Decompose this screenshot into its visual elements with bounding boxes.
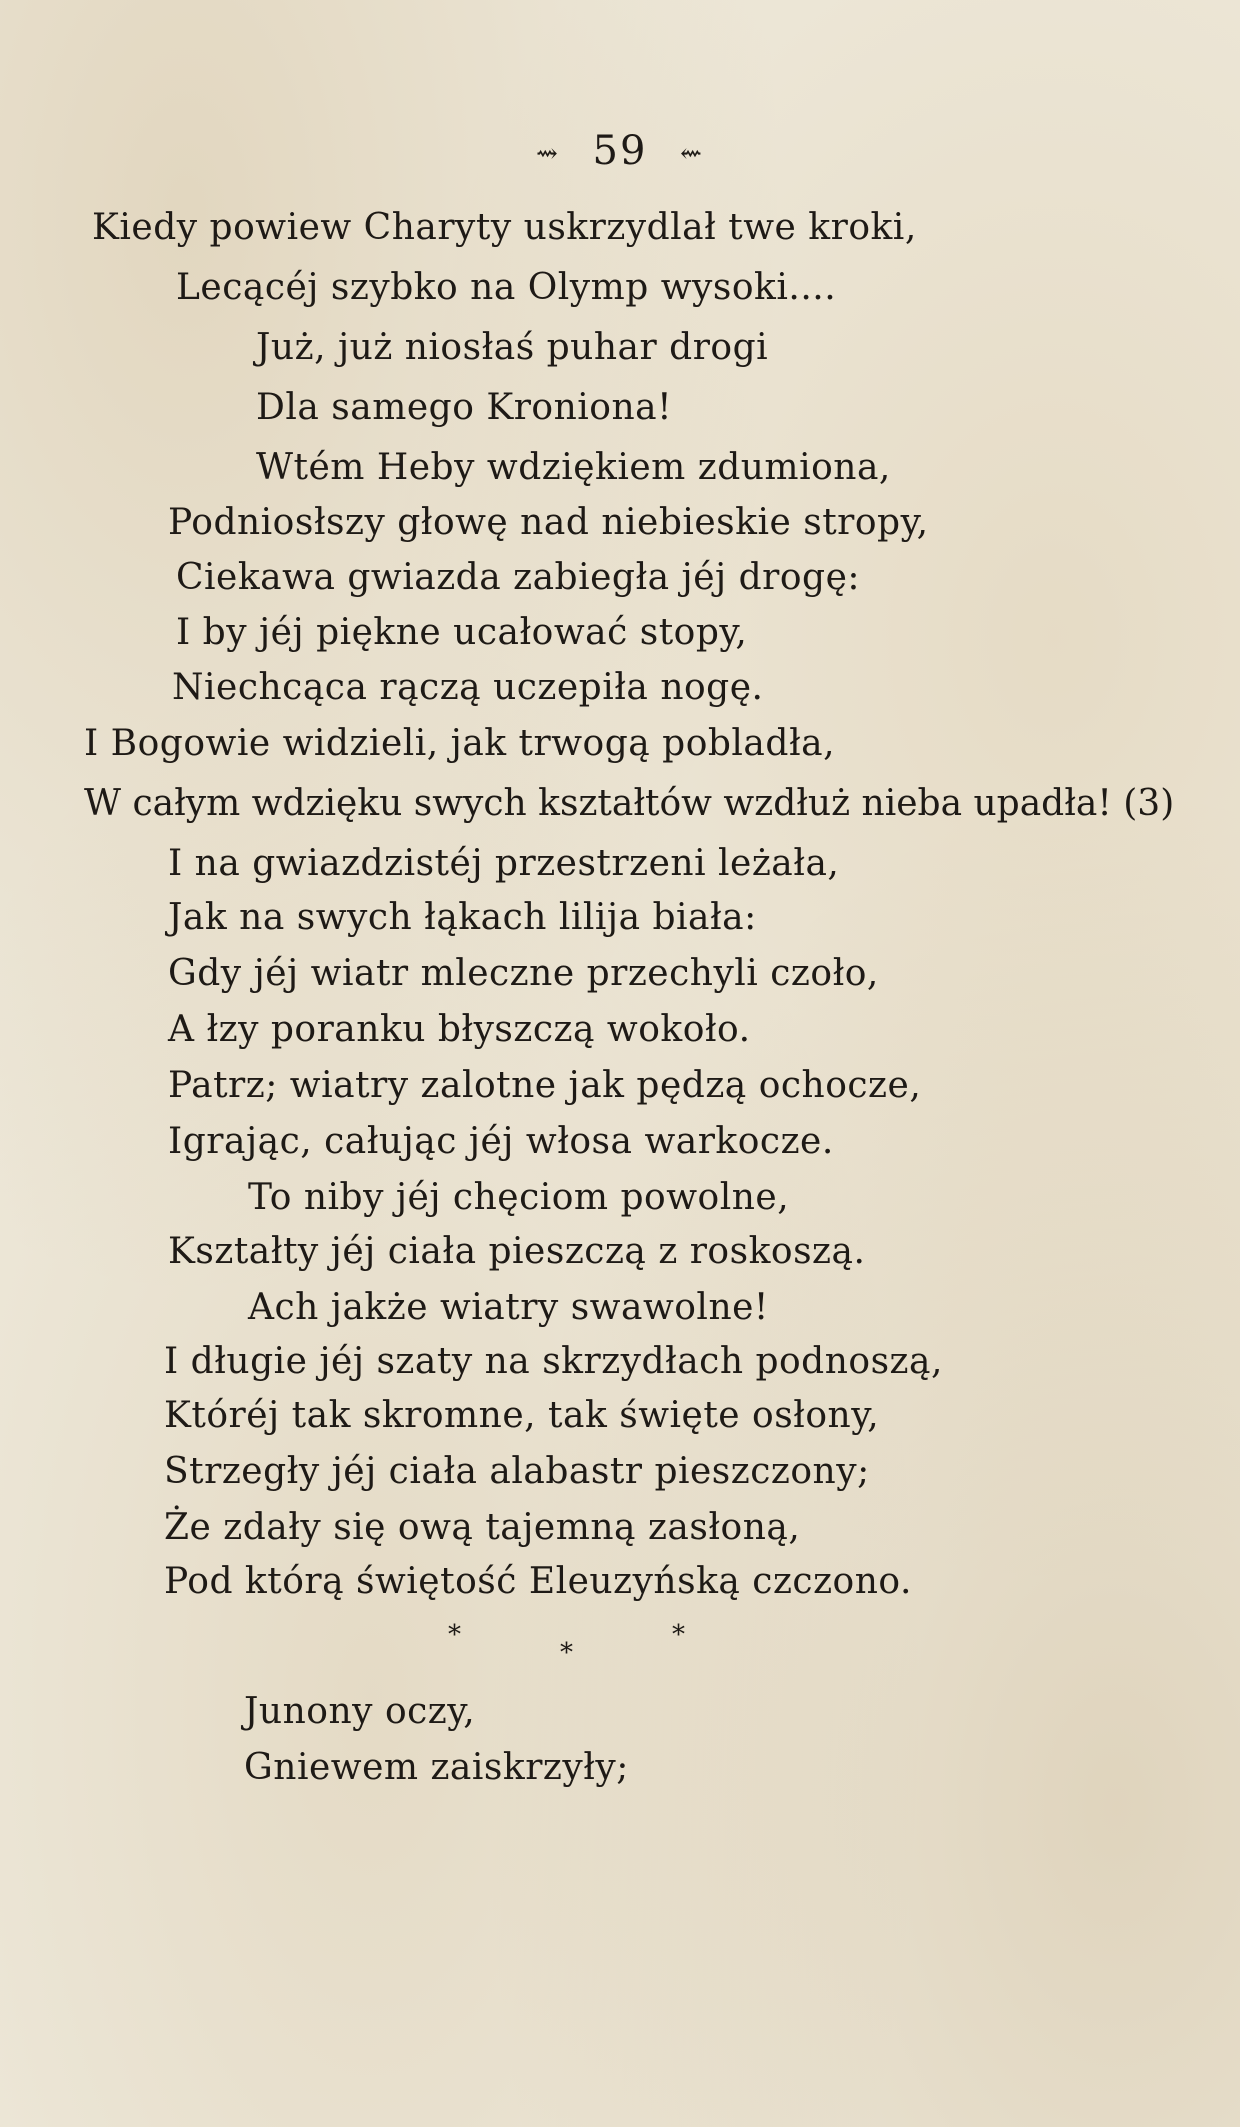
verse-line: Ach jakże wiatry swawolne!: [248, 1287, 769, 1328]
verse-line: Już, już niosłaś puhar drogi: [256, 327, 769, 368]
verse-line: Gdy jéj wiatr mleczne przechyli czoło,: [168, 953, 879, 994]
verse-line: I długie jéj szaty na skrzydłach podnoszą,: [164, 1341, 943, 1382]
verse-line: Wtém Heby wdziękiem zdumiona,: [256, 447, 891, 488]
verse-line: Igrając, całując jéj włosa warkocze.: [168, 1121, 834, 1162]
verse-line: Któréj tak skromne, tak święte osłony,: [164, 1395, 880, 1436]
verse-line: A łzy poranku błyszczą wokoło.: [168, 1009, 751, 1050]
verse-line: To niby jéj chęciom powolne,: [248, 1177, 790, 1218]
right-ornament-icon: ⇜: [680, 139, 704, 169]
verse-line: Jak na swych łąkach lilija biała:: [168, 897, 757, 938]
separator-star-icon: *: [560, 1638, 573, 1668]
verse-line: Junony oczy,: [244, 1691, 476, 1732]
separator-star-icon: *: [672, 1620, 685, 1650]
separator-star-icon: *: [448, 1620, 461, 1650]
verse-line: Pod którą świętość Eleuzyńską czczono.: [164, 1561, 912, 1602]
verse-line: W całym wdzięku swych kształtów wzdłuż nieba upadła! (3): [84, 783, 1175, 824]
verse-line: Ciekawa gwiazda zabiegła jéj drogę:: [176, 557, 861, 598]
verse-line: I Bogowie widzieli, jak trwogą pobladła,: [84, 723, 836, 764]
verse-line: Strzegły jéj ciała alabastr pieszczony;: [164, 1451, 870, 1492]
verse-line: Dla samego Kroniona!: [256, 387, 673, 428]
verse-line: Podniosłszy głowę nad niebieskie stropy,: [168, 502, 929, 543]
verse-line: I na gwiazdzistéj przestrzeni leżała,: [168, 843, 840, 884]
verse-line: Patrz; wiatry zalotne jak pędzą ochocze,: [168, 1065, 922, 1106]
left-ornament-icon: ⇝: [536, 139, 560, 169]
verse-line: Kształty jéj ciała pieszczą z roskoszą.: [168, 1231, 866, 1272]
verse-line: Kiedy powiew Charyty uskrzydlał twe kroki,: [92, 207, 917, 248]
page-header: [0, 128, 1240, 174]
verse-line: Niechcąca rączą uczepiła nogę.: [172, 667, 764, 708]
verse-line: I by jéj piękne ucałować stopy,: [176, 612, 748, 653]
page-number: 59: [592, 128, 648, 174]
verse-line: Lecącéj szybko na Olymp wysoki....: [176, 267, 837, 308]
verse-line: Gniewem zaiskrzyły;: [244, 1747, 629, 1788]
section-separator: [0, 1620, 1240, 1668]
verse-line: Że zdały się ową tajemną zasłoną,: [164, 1507, 801, 1548]
